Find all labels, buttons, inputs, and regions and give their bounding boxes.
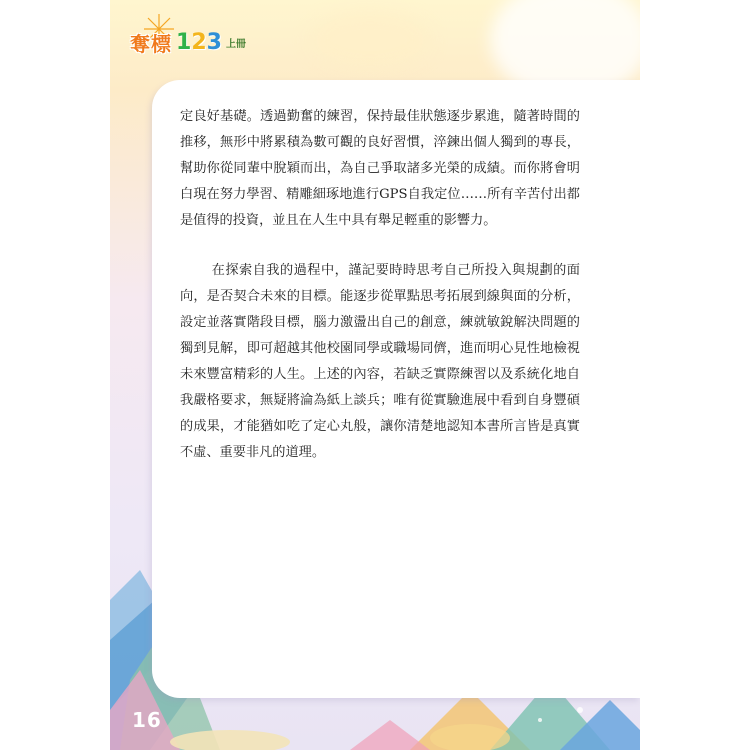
logo-title: 奪標	[130, 31, 172, 56]
paragraph-1: 定良好基礎。透過勤奮的練習，保持最佳狀態逐步累進，隨著時間的推移，無形中將累積為數可觀的良好習慣，淬鍊出個人獨到的專長，幫助你從同輩中脫穎而出，為自己爭取諸多光榮的成績。而你將會明白現在努力學習、精雕細琢地進行GPS自我定位……所有辛苦付出都是值得的投資，並且在人生中具有舉足輕重的影響力。	[180, 109, 580, 228]
logo-number-2: 2	[191, 29, 207, 55]
background-glow	[310, 10, 430, 70]
body-text	[180, 104, 580, 466]
series-logo	[130, 22, 246, 62]
paragraph-2: 在探索自我的過程中，謹記要時時思考自己所投入與規劃的面向，是否契合未來的目標。能逐步從單點思考拓展到線與面的分析，設定並落實階段目標，腦力激盪出自己的創意，練就敏銳解決問題的獨到見解，即可超越其他校園同學或職場同儕，進而明心見性地檢視未來豐富精彩的人生。上述的內容，若缺乏實際練習以及系統化地自我嚴格要求，無疑將淪為紙上談兵；唯有從實驗進展中看到自身豐碩的成果，才能猶如吃了定心丸般，讓你清楚地認知本書所言皆是真實不虛、重要非凡的道理。	[180, 263, 580, 460]
logo-numbers	[176, 30, 222, 55]
volume-label: 上冊	[225, 38, 246, 50]
logo-number-1: 1	[176, 29, 192, 55]
page-number: 16	[132, 708, 162, 732]
logo-number-3: 3	[206, 29, 222, 55]
book-page	[110, 0, 640, 750]
